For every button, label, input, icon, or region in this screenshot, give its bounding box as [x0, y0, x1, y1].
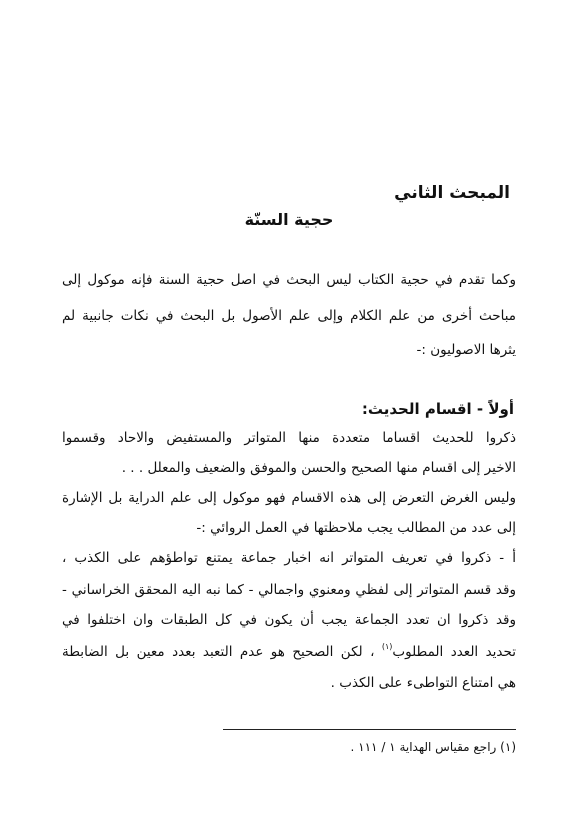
intro-line-1: وكما تقدم في حجية الكتاب ليس البحث في اصل حجية السنة فإنه موكول إلى — [62, 272, 516, 288]
subheading-hadith-types: أولاً - اقسام الحديث: — [361, 400, 514, 418]
paragraph3-line-2: وقد قسم المتواتر إلى لفظي ومعنوي واجمالي - كما نبه اليه المحقق الخراساني - — [62, 582, 516, 598]
section-title: المبحث الثاني — [394, 183, 510, 203]
footnote-divider — [223, 729, 516, 730]
paragraph1-line-2: الاخير إلى اقسام منها الصحيح والحسن والموفق والضعيف والمعلل . . . — [121, 460, 516, 476]
paragraph1-line-1: ذكروا للحديث اقساما متعددة منها المتواتر والمستفيض والاحاد وقسموا — [62, 430, 516, 446]
paragraph2-line-2: إلى عدد من المطالب يجب ملاحظتها في العمل الروائي :- — [196, 520, 516, 536]
paragraph3-line-4 — [62, 642, 516, 662]
paragraph3-line-4-end: ، لكن الصحيح هو عدم التعبد بعدد معين بل الضابطة — [62, 644, 382, 660]
intro-line-3: يثرها الاصوليون :- — [416, 342, 516, 358]
paragraph3-line-5: هي امتناع التواطىء على الكذب . — [330, 675, 516, 691]
paragraph3-line-3: وقد ذكروا ان تعدد الجماعة يجب أن يكون في كل الطبقات وان اختلفوا في — [62, 612, 516, 628]
footnote-marker: (١) — [381, 642, 393, 651]
paragraph3-line-1: أ - ذكروا في تعريف المتواتر انه اخبار جماعة يمتنع تواطؤهم على الكذب ، — [62, 550, 516, 566]
paragraph2-line-1: وليس الغرض التعرض إلى هذه الاقسام فهو موكول إلى علم الدراية بل الإشارة — [62, 490, 516, 506]
intro-line-2: مباحث أخرى من علم الكلام وإلى علم الأصول بل البحث في نكات جانبية لم — [62, 308, 516, 324]
paragraph3-line-4-start: تحديد العدد المطلوب — [392, 644, 516, 660]
section-subtitle: حجية السنّة — [244, 210, 334, 229]
footnote-text: (١) راجع مقياس الهداية ١ / ١١١ . — [350, 740, 516, 754]
